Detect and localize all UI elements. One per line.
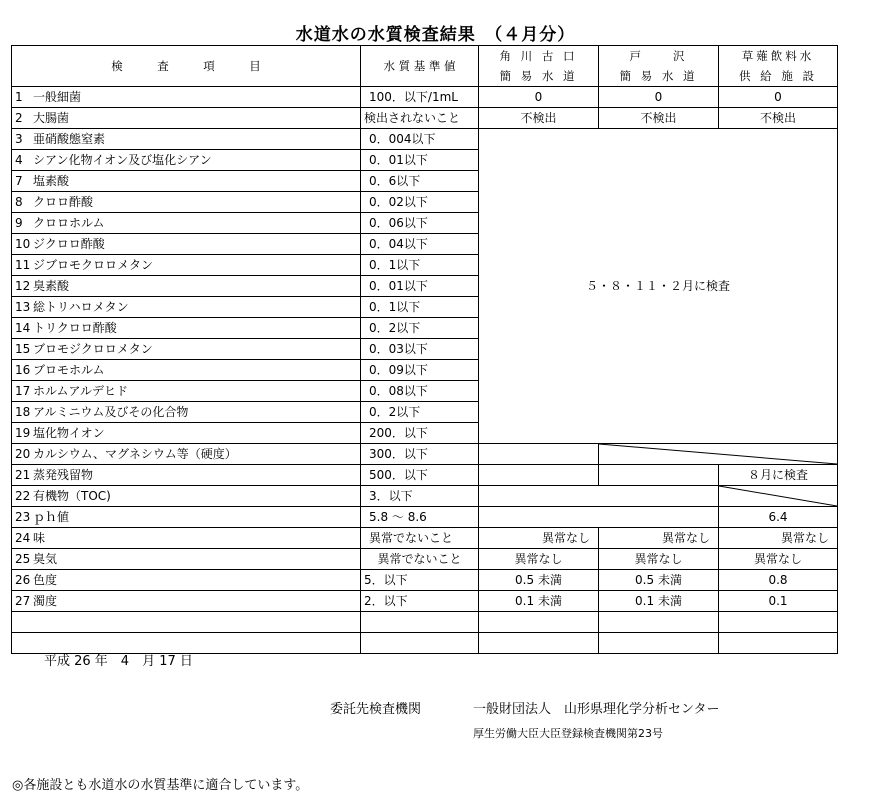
standard-value: 0．03以下: [361, 339, 479, 360]
item-name: 10 ジクロロ酢酸: [12, 234, 361, 255]
item-name: [12, 612, 361, 633]
standard-value: 5.8 ～ 8.6: [361, 507, 479, 528]
item-name: 15 ブロモジクロロメタン: [12, 339, 361, 360]
result-kadokawa: [479, 444, 599, 465]
result-kadokawa: [479, 633, 599, 654]
item-name: 26 色度: [12, 570, 361, 591]
standard-value: 0．09以下: [361, 360, 479, 381]
item-name: 27 濁度: [12, 591, 361, 612]
item-name: 20 カルシウム、マグネシウム等（硬度）: [12, 444, 361, 465]
item-name: 19 塩化物イオン: [12, 423, 361, 444]
result-tozawa: [599, 465, 719, 486]
result-kusanagi: 異常なし: [719, 528, 838, 549]
standard-value: 0．2以下: [361, 402, 479, 423]
item-name: 16 ブロモホルム: [12, 360, 361, 381]
standard-value: 3．以下: [361, 486, 479, 507]
result-kadokawa: 0.5 未満: [479, 570, 599, 591]
result-kusanagi: 0: [719, 87, 838, 108]
item-name: 17 ホルムアルデヒド: [12, 381, 361, 402]
table-row: [12, 486, 838, 507]
diagonal-line: [719, 486, 837, 506]
result-kusanagi: 6.4: [719, 507, 838, 528]
result-tozawa: 異常なし: [599, 528, 719, 549]
result-tozawa: 不検出: [599, 108, 719, 129]
item-name: 24 味: [12, 528, 361, 549]
merged-schedule-cell: ５・８・１１・２月に検査: [479, 129, 838, 444]
result-kusanagi: [719, 612, 838, 633]
standard-value: 0．02以下: [361, 192, 479, 213]
result-tozawa: [599, 633, 719, 654]
result-tozawa: 異常なし: [599, 549, 719, 570]
item-name: 23 ｐｈ値: [12, 507, 361, 528]
item-name: 4 シアン化物イオン及び塩化シアン: [12, 150, 361, 171]
kadokawa-header: 角 川 古 口 簡 易 水 道: [479, 46, 599, 87]
item-name: 11 ジブロモクロロメタン: [12, 255, 361, 276]
table-row: [12, 528, 838, 549]
result-kadokawa: 0: [479, 87, 599, 108]
not-applicable-cell: [599, 444, 838, 465]
tozawa-header: 戸 沢 簡 易 水 道: [599, 46, 719, 87]
standard-value: 0．1以下: [361, 297, 479, 318]
item-name: 18 アルミニウム及びその化合物: [12, 402, 361, 423]
result-kusanagi: 0.1: [719, 591, 838, 612]
result-kadokawa: 不検出: [479, 108, 599, 129]
table-row: [12, 591, 838, 612]
standard-value: 0．1以下: [361, 255, 479, 276]
standard-value: 0．06以下: [361, 213, 479, 234]
table-row: [12, 87, 838, 108]
item-name: 13 総トリハロメタン: [12, 297, 361, 318]
water-quality-table: [11, 45, 838, 654]
standard-value: 300．以下: [361, 444, 479, 465]
result-kusanagi: [719, 633, 838, 654]
standard-value: 異常でないこと: [361, 528, 479, 549]
table-row: [12, 444, 838, 465]
item-name: 7 塩素酸: [12, 171, 361, 192]
table-row: [12, 612, 838, 633]
standard-value: 検出されないこと: [361, 108, 479, 129]
not-applicable-cell: [719, 486, 838, 507]
table-row: [12, 507, 838, 528]
standard-value: 0．08以下: [361, 381, 479, 402]
agency-label: 委託先検査機関: [330, 702, 422, 717]
result-tozawa: 0.1 未満: [599, 591, 719, 612]
item-name: 1 一般細菌: [12, 87, 361, 108]
result-tozawa: 0.5 未満: [599, 570, 719, 591]
kusanagi-header: 草薙飲料水 供 給 施 設: [719, 46, 838, 87]
diagonal-line: [599, 444, 837, 464]
standard-header: 水 質 基 準 値: [361, 46, 479, 87]
report-date: 平成 26 年 4 月 17 日: [44, 654, 193, 669]
standard-value: 2．以下: [361, 591, 479, 612]
result-kadokawa: 異常なし: [479, 549, 599, 570]
result-kadokawa: [479, 612, 599, 633]
result-kadokawa-tozawa: [479, 507, 719, 528]
standard-value: 500．以下: [361, 465, 479, 486]
result-kadokawa: [479, 465, 599, 486]
standard-value: 0．01以下: [361, 276, 479, 297]
result-tozawa: [599, 612, 719, 633]
table-row: [12, 108, 838, 129]
item-name: 8 クロロ酢酸: [12, 192, 361, 213]
standard-value: 0．2以下: [361, 318, 479, 339]
item-name: 3 亜硝酸態窒素: [12, 129, 361, 150]
standard-value: 0．004以下: [361, 129, 479, 150]
result-kusanagi: 異常なし: [719, 549, 838, 570]
item-name: 9 クロロホルム: [12, 213, 361, 234]
result-kadokawa-tozawa: [479, 486, 719, 507]
standard-value: 100．以下/1mL: [361, 87, 479, 108]
item-name: 2 大腸菌: [12, 108, 361, 129]
table-row: [12, 465, 838, 486]
item-name: 22 有機物（TOC): [12, 486, 361, 507]
item-name: 14 トリクロロ酢酸: [12, 318, 361, 339]
item-header: 検 査 項 目: [12, 46, 361, 87]
header-row: [12, 46, 838, 87]
table-row: [12, 570, 838, 591]
standard-value: 200．以下: [361, 423, 479, 444]
compliance-note: ◎各施設とも水道水の水質基準に適合しています。: [12, 778, 309, 793]
result-kusanagi: 0.8: [719, 570, 838, 591]
registration-number: 厚生労働大臣大臣登録検査機関第23号: [473, 727, 663, 740]
standard-value: 0．6以下: [361, 171, 479, 192]
result-kusanagi: ８月に検査: [719, 465, 838, 486]
standard-value: 0．01以下: [361, 150, 479, 171]
result-kadokawa: 異常なし: [479, 528, 599, 549]
table-row: [12, 129, 838, 150]
standard-value: [361, 612, 479, 633]
item-name: 21 蒸発残留物: [12, 465, 361, 486]
table-row: [12, 549, 838, 570]
page-title: 水道水の水質検査結果 （４月分）: [295, 25, 576, 45]
result-kusanagi: 不検出: [719, 108, 838, 129]
result-tozawa: 0: [599, 87, 719, 108]
standard-value: 5．以下: [361, 570, 479, 591]
standard-value: [361, 633, 479, 654]
item-name: 25 臭気: [12, 549, 361, 570]
standard-value: 異常でないこと: [361, 549, 479, 570]
result-kadokawa: 0.1 未満: [479, 591, 599, 612]
standard-value: 0．04以下: [361, 234, 479, 255]
item-name: 12 臭素酸: [12, 276, 361, 297]
agency-name: 一般財団法人 山形県理化学分析センター: [473, 702, 720, 717]
